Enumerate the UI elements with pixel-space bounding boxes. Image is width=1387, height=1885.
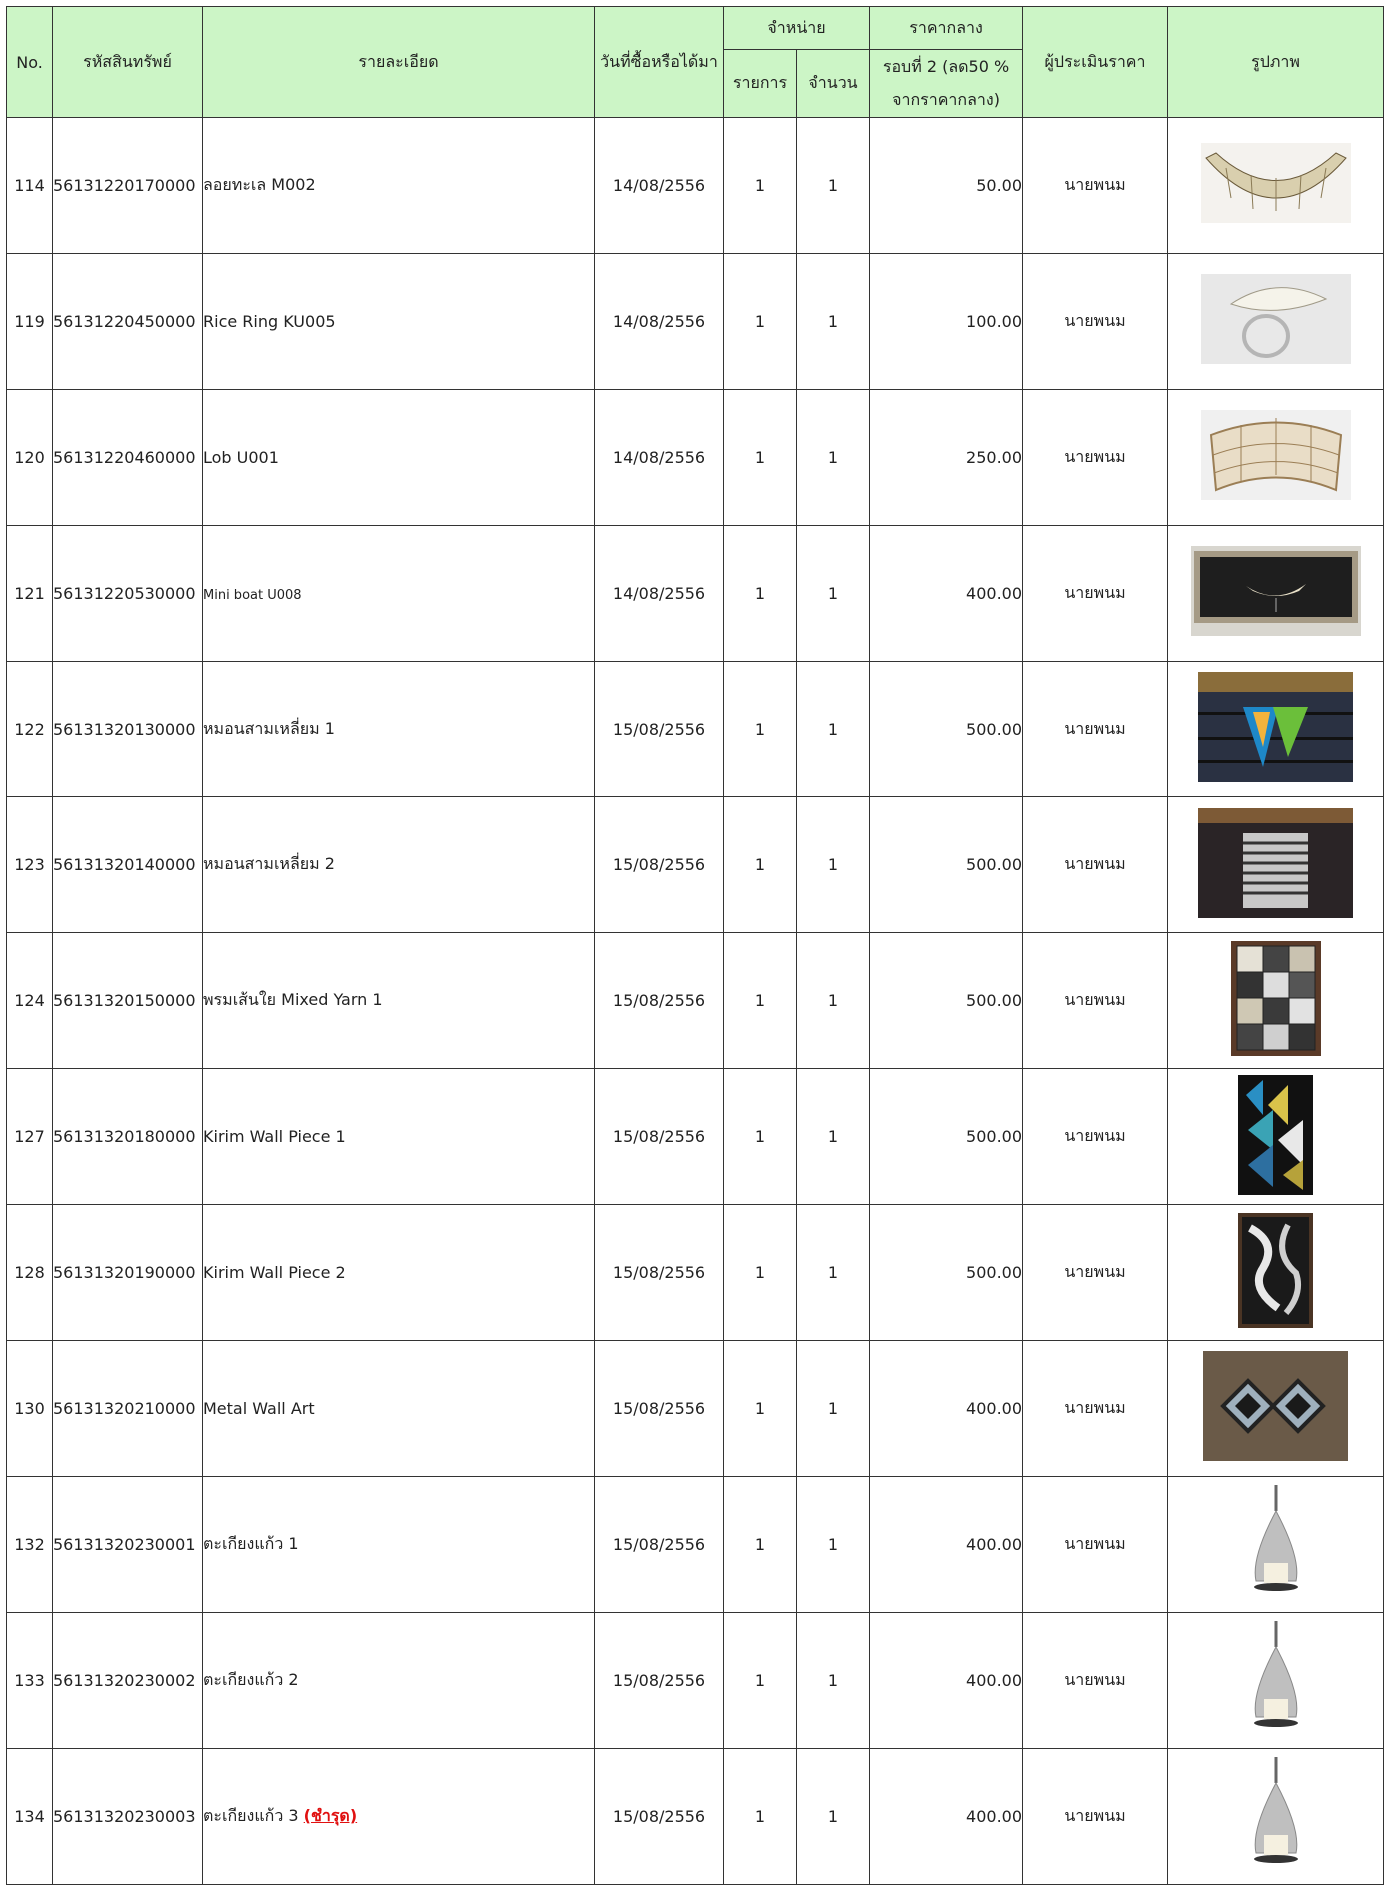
item-photo-lantern: [1168, 1619, 1383, 1741]
cell-detail: [203, 1069, 595, 1205]
header-date: วันที่ซื้อหรือได้มา: [595, 7, 724, 118]
cell-items: 1: [724, 661, 797, 797]
cell-items: 1: [724, 1069, 797, 1205]
cell-no: 121: [7, 525, 53, 661]
cell-code: 56131320230003: [53, 1748, 203, 1884]
cell-date: 14/08/2556: [595, 118, 724, 254]
cell-items: 1: [724, 1748, 797, 1884]
cell-no: 122: [7, 661, 53, 797]
cell-detail: [203, 253, 595, 389]
cell-no: 114: [7, 118, 53, 254]
cell-price: 400.00: [870, 1612, 1023, 1748]
table-row: [7, 1205, 1384, 1341]
cell-assessor: นายพนม: [1023, 525, 1168, 661]
table-body: [7, 118, 1384, 1885]
cell-no: 134: [7, 1748, 53, 1884]
cell-items: 1: [724, 253, 797, 389]
cell-date: 15/08/2556: [595, 1069, 724, 1205]
cell-qty: 1: [797, 118, 870, 254]
cell-date: 15/08/2556: [595, 797, 724, 933]
detail-text: Rice Ring KU005: [203, 311, 336, 331]
table-row: [7, 1612, 1384, 1748]
cell-price: 500.00: [870, 797, 1023, 933]
table-row: [7, 253, 1384, 389]
table-row: [7, 1476, 1384, 1612]
cell-detail: [203, 1341, 595, 1477]
cell-image: [1168, 1205, 1384, 1341]
item-photo-pillow-1: [1168, 672, 1383, 786]
cell-items: 1: [724, 797, 797, 933]
cell-assessor: นายพนม: [1023, 1476, 1168, 1612]
cell-qty: 1: [797, 253, 870, 389]
cell-detail: [203, 1205, 595, 1341]
cell-qty: 1: [797, 933, 870, 1069]
item-photo-ring: [1168, 274, 1383, 368]
cell-code: 56131320230001: [53, 1476, 203, 1612]
item-photo-wall-piece-2: [1168, 1213, 1383, 1332]
cell-image: [1168, 1069, 1384, 1205]
cell-image: [1168, 661, 1384, 797]
cell-no: 127: [7, 1069, 53, 1205]
cell-date: 15/08/2556: [595, 661, 724, 797]
cell-image: [1168, 1341, 1384, 1477]
cell-assessor: นายพนม: [1023, 389, 1168, 525]
cell-qty: 1: [797, 1748, 870, 1884]
cell-no: 132: [7, 1476, 53, 1612]
cell-items: 1: [724, 933, 797, 1069]
cell-detail: [203, 118, 595, 254]
cell-date: 15/08/2556: [595, 1341, 724, 1477]
header-code: รหัสสินทรัพย์: [53, 7, 203, 118]
cell-price: 100.00: [870, 253, 1023, 389]
cell-image: [1168, 525, 1384, 661]
cell-assessor: นายพนม: [1023, 253, 1168, 389]
cell-image: [1168, 389, 1384, 525]
cell-date: 14/08/2556: [595, 389, 724, 525]
cell-date: 15/08/2556: [595, 1476, 724, 1612]
cell-qty: 1: [797, 1476, 870, 1612]
cell-price: 50.00: [870, 118, 1023, 254]
cell-date: 15/08/2556: [595, 1205, 724, 1341]
cell-items: 1: [724, 1612, 797, 1748]
cell-no: 128: [7, 1205, 53, 1341]
cell-code: 56131220460000: [53, 389, 203, 525]
detail-text: Lob U001: [203, 447, 279, 467]
cell-qty: 1: [797, 525, 870, 661]
cell-price: 400.00: [870, 1748, 1023, 1884]
cell-price: 500.00: [870, 1069, 1023, 1205]
header-detail: รายละเอียด: [203, 7, 595, 118]
table-row: [7, 525, 1384, 661]
table-row: [7, 661, 1384, 797]
detail-text: Mini boat U008: [203, 587, 302, 603]
cell-price: 500.00: [870, 1205, 1023, 1341]
cell-date: 14/08/2556: [595, 253, 724, 389]
header-no: No.: [7, 7, 53, 118]
cell-no: 124: [7, 933, 53, 1069]
header-sold-qty: จำนวน: [797, 50, 870, 118]
cell-assessor: นายพนม: [1023, 933, 1168, 1069]
cell-assessor: นายพนม: [1023, 1341, 1168, 1477]
cell-image: [1168, 933, 1384, 1069]
cell-items: 1: [724, 1341, 797, 1477]
item-photo-lantern: [1168, 1483, 1383, 1605]
cell-detail: [203, 797, 595, 933]
cell-image: [1168, 1612, 1384, 1748]
cell-date: 15/08/2556: [595, 933, 724, 1069]
cell-detail: [203, 1612, 595, 1748]
header-assessor: ผู้ประเมินราคา: [1023, 7, 1168, 118]
header-round2-line1: รอบที่ 2 (ลด50 %: [882, 56, 1010, 76]
cell-qty: 1: [797, 1205, 870, 1341]
item-photo-wall-piece-1: [1168, 1075, 1383, 1199]
cell-price: 500.00: [870, 661, 1023, 797]
detail-text: Kirim Wall Piece 1: [203, 1127, 346, 1147]
cell-code: 56131320140000: [53, 797, 203, 933]
cell-image: [1168, 253, 1384, 389]
table-header: [7, 7, 1384, 118]
cell-no: 130: [7, 1341, 53, 1477]
cell-items: 1: [724, 1205, 797, 1341]
cell-detail: [203, 1476, 595, 1612]
cell-code: 56131220170000: [53, 118, 203, 254]
detail-text: พรมเส้นใย Mixed Yarn 1: [203, 990, 383, 1010]
cell-code: 56131320180000: [53, 1069, 203, 1205]
cell-qty: 1: [797, 1069, 870, 1205]
table-row: [7, 1069, 1384, 1205]
cell-code: 56131320210000: [53, 1341, 203, 1477]
header-sold: จำหน่าย: [724, 7, 870, 50]
cell-assessor: นายพนม: [1023, 1748, 1168, 1884]
cell-assessor: นายพนม: [1023, 1069, 1168, 1205]
detail-text: ลอยทะเล M002: [203, 174, 316, 194]
cell-code: 56131320130000: [53, 661, 203, 797]
cell-code: 56131320190000: [53, 1205, 203, 1341]
cell-price: 500.00: [870, 933, 1023, 1069]
cell-code: 56131320150000: [53, 933, 203, 1069]
cell-image: [1168, 1476, 1384, 1612]
cell-items: 1: [724, 389, 797, 525]
cell-items: 1: [724, 118, 797, 254]
cell-assessor: นายพนม: [1023, 1612, 1168, 1748]
cell-price: 400.00: [870, 1476, 1023, 1612]
cell-assessor: นายพนม: [1023, 797, 1168, 933]
cell-price: 250.00: [870, 389, 1023, 525]
cell-date: 15/08/2556: [595, 1612, 724, 1748]
cell-no: 119: [7, 253, 53, 389]
table-row: [7, 389, 1384, 525]
cell-detail: [203, 525, 595, 661]
cell-qty: 1: [797, 797, 870, 933]
cell-assessor: นายพนม: [1023, 661, 1168, 797]
cell-detail: [203, 933, 595, 1069]
cell-price: 400.00: [870, 525, 1023, 661]
cell-assessor: นายพนม: [1023, 118, 1168, 254]
header-round2-line2: จากราคากลาง): [892, 89, 1000, 109]
cell-price: 400.00: [870, 1341, 1023, 1477]
item-photo-metal-art: [1168, 1351, 1383, 1465]
item-photo-boat-frame: [1168, 546, 1383, 640]
cell-date: 15/08/2556: [595, 1748, 724, 1884]
cell-items: 1: [724, 525, 797, 661]
header-image: รูปภาพ: [1168, 7, 1384, 118]
cell-detail: [203, 661, 595, 797]
item-photo-pillow-2: [1168, 808, 1383, 922]
table-row: [7, 1341, 1384, 1477]
detail-text: หมอนสามเหลี่ยม 1: [203, 718, 335, 738]
cell-items: 1: [724, 1476, 797, 1612]
detail-text: Kirim Wall Piece 2: [203, 1263, 346, 1283]
table-row: [7, 933, 1384, 1069]
detail-text: ตะเกียงแก้ว 1: [203, 1533, 299, 1553]
detail-text: ตะเกียงแก้ว 3: [203, 1805, 299, 1825]
cell-no: 123: [7, 797, 53, 933]
detail-text: Metal Wall Art: [203, 1398, 315, 1418]
header-sold-items: รายการ: [724, 50, 797, 118]
cell-assessor: นายพนม: [1023, 1205, 1168, 1341]
table-row: [7, 118, 1384, 254]
cell-no: 133: [7, 1612, 53, 1748]
cell-qty: 1: [797, 389, 870, 525]
cell-image: [1168, 797, 1384, 933]
cell-date: 14/08/2556: [595, 525, 724, 661]
item-photo-lattice-arc: [1168, 410, 1383, 504]
cell-code: 56131220530000: [53, 525, 203, 661]
cell-no: 120: [7, 389, 53, 525]
asset-table: [6, 6, 1384, 1885]
cell-detail: [203, 389, 595, 525]
cell-image: [1168, 118, 1384, 254]
cell-qty: 1: [797, 1612, 870, 1748]
cell-detail: [203, 1748, 595, 1884]
cell-code: 56131220450000: [53, 253, 203, 389]
damaged-label: (ชำรุด): [303, 1805, 358, 1825]
header-median: ราคากลาง: [870, 7, 1023, 50]
cell-qty: 1: [797, 1341, 870, 1477]
cell-qty: 1: [797, 661, 870, 797]
cell-code: 56131320230002: [53, 1612, 203, 1748]
item-photo-bowl-boat: [1168, 143, 1383, 227]
item-photo-lantern: [1168, 1755, 1383, 1877]
cell-image: [1168, 1748, 1384, 1884]
detail-text: ตะเกียงแก้ว 2: [203, 1669, 299, 1689]
table-row: [7, 1748, 1384, 1884]
header-round2: [870, 50, 1023, 118]
table-row: [7, 797, 1384, 933]
item-photo-rug: [1168, 941, 1383, 1060]
detail-text: หมอนสามเหลี่ยม 2: [203, 854, 335, 874]
